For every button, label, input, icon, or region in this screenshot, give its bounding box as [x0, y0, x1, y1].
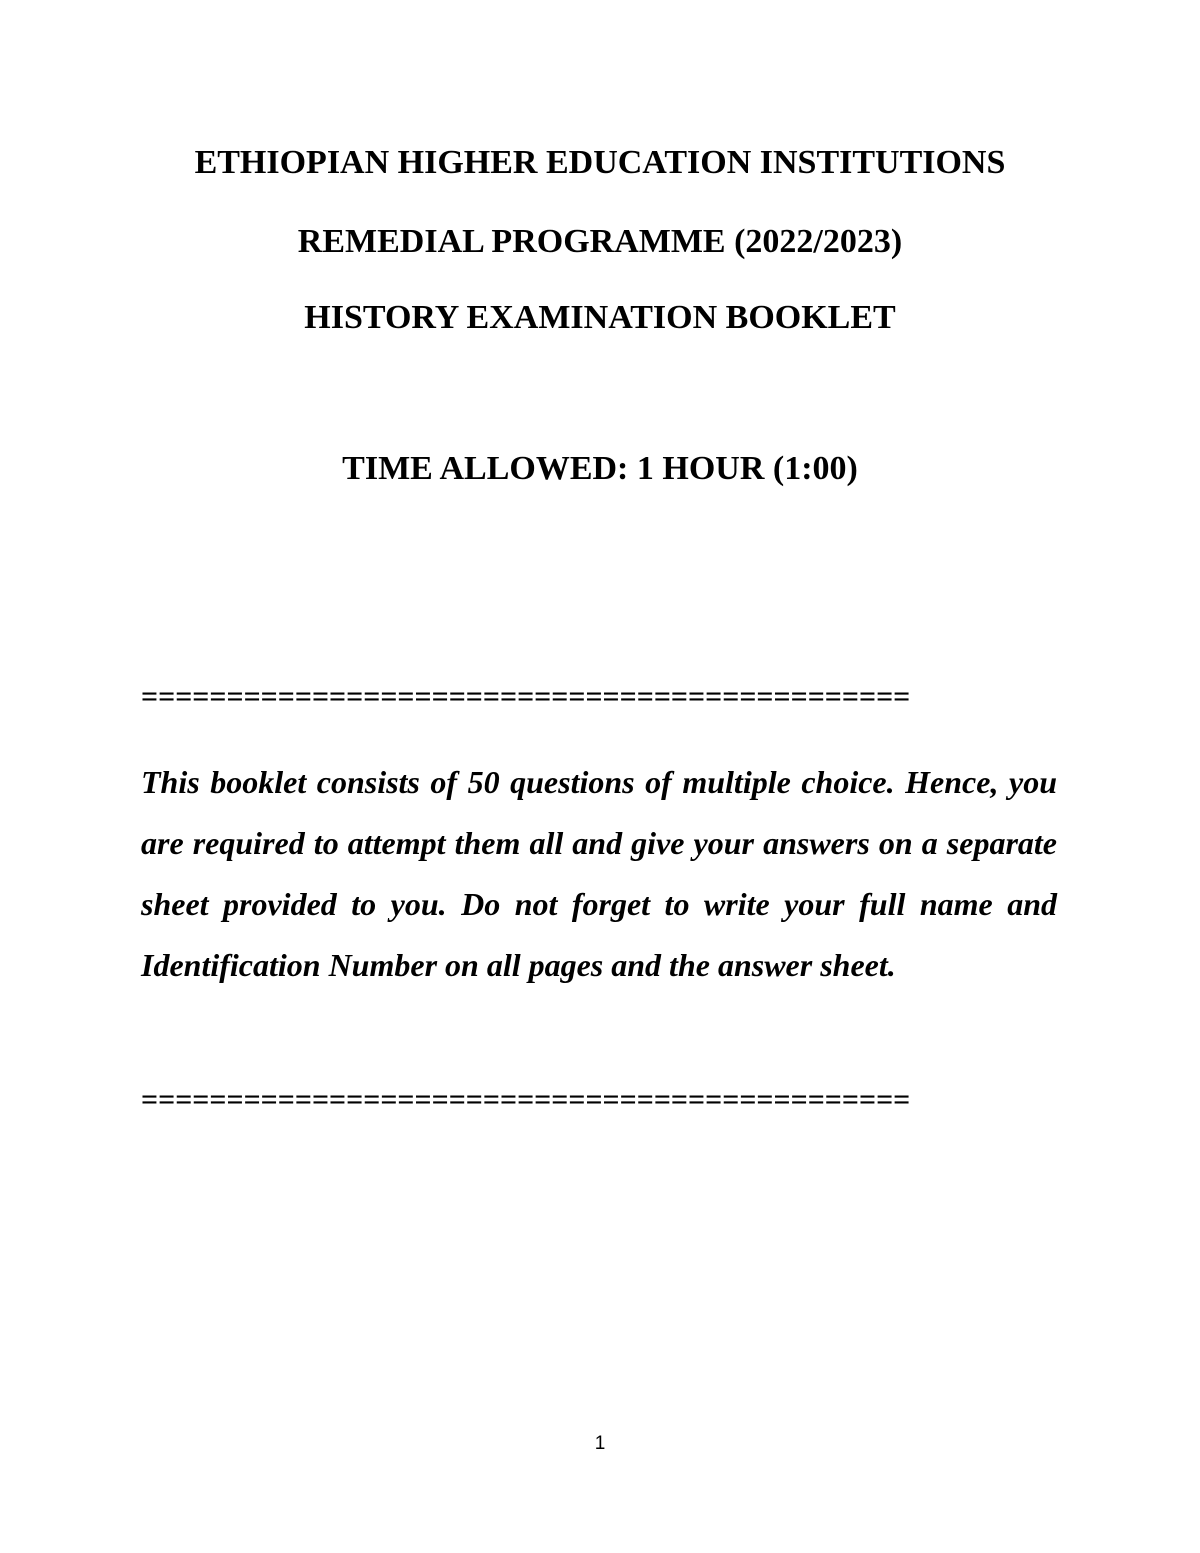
divider-top: =============================================	[141, 680, 911, 713]
time-allowed: TIME ALLOWED: 1 HOUR (1:00)	[342, 450, 858, 487]
instructions-paragraph: This booklet consists of 50 questions of multiple choice. Hence, you are required to attempt them all and give your answers on a separate sheet provided to you. Do not forget to write your full name and Identification Number on all pages and the answer sheet.	[141, 764, 1057, 983]
page-number: 1	[594, 1433, 606, 1454]
institution-title: ETHIOPIAN HIGHER EDUCATION INSTITUTIONS	[194, 144, 1006, 181]
booklet-title: HISTORY EXAMINATION BOOKLET	[304, 299, 896, 336]
divider-bottom: =============================================	[141, 1083, 911, 1116]
programme-title: REMEDIAL PROGRAMME (2022/2023)	[297, 223, 903, 260]
